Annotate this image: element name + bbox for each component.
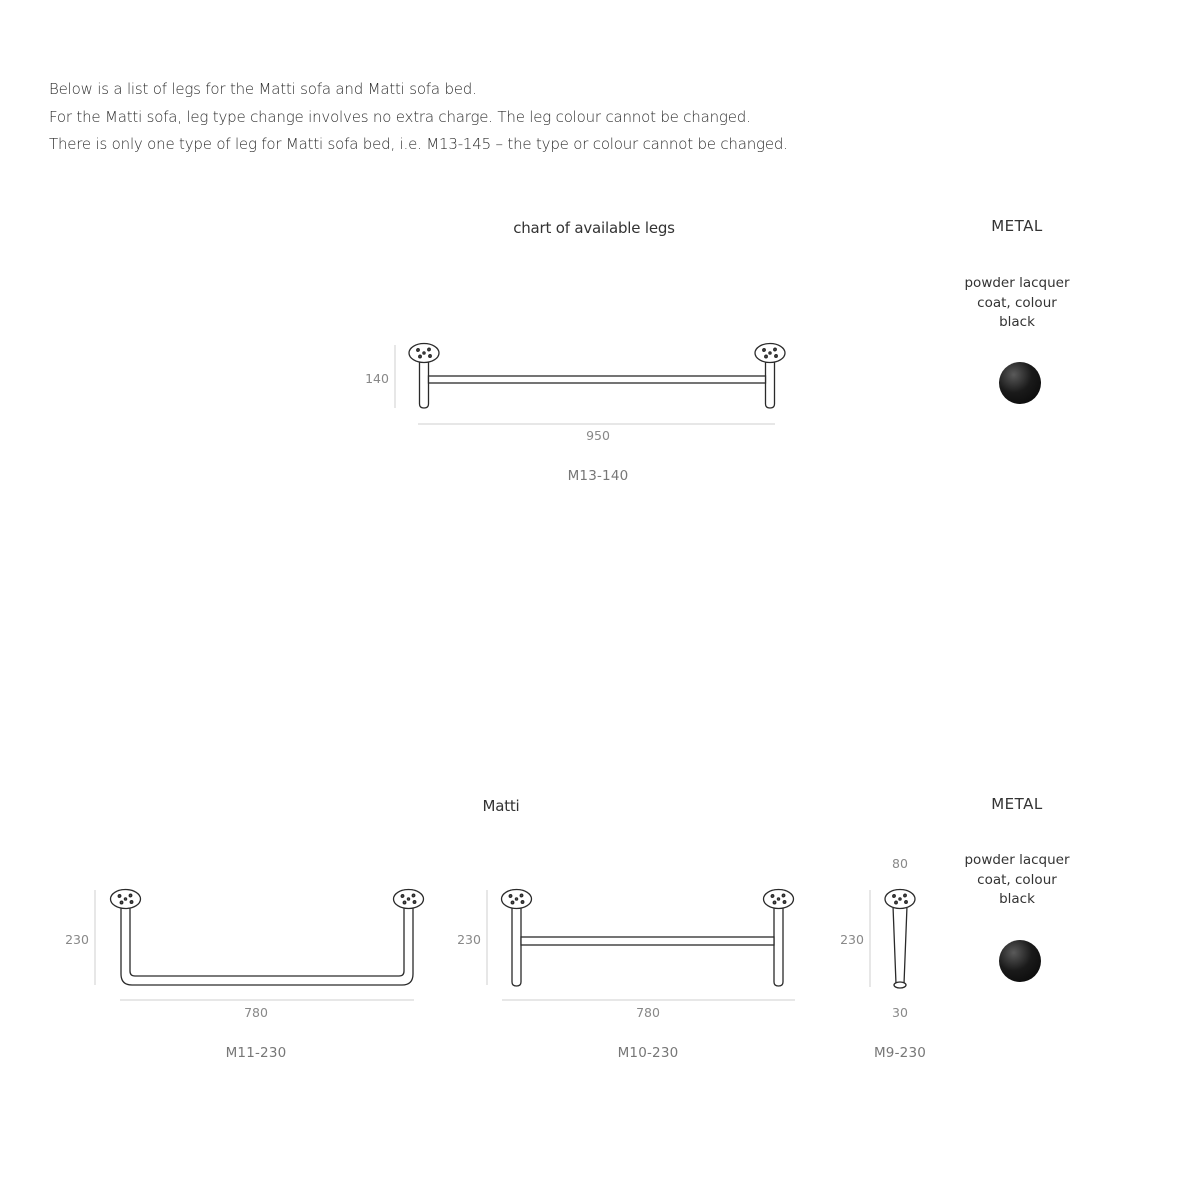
m11-leg-drawing — [111, 890, 424, 986]
m13-dimension-lines — [395, 345, 775, 424]
m13-height-label: 140 — [365, 371, 389, 386]
m13-width-label: 950 — [586, 428, 610, 443]
finish-line-2: coat, colour — [977, 871, 1057, 888]
section1-heading: chart of available legs — [513, 219, 675, 237]
intro-line-2: For the Matti sofa, leg type change involves no extra charge. The leg colour cannot be changed. — [49, 107, 751, 126]
m10-leg-drawing — [502, 890, 794, 987]
finish-line-1: powder lacquer — [964, 852, 1070, 868]
intro-line-1: Below is a list of legs for the Matti sofa and Matti sofa bed. — [49, 80, 477, 98]
finish-line-3: black — [999, 314, 1035, 330]
m13-leg-drawing — [409, 344, 785, 409]
section2-material: METAL — [991, 795, 1043, 813]
m9-leg-drawing — [885, 890, 915, 989]
m11-width-label: 780 — [244, 1005, 268, 1020]
m9-code-label: M9-230 — [873, 1045, 927, 1061]
m11-dimension-lines — [95, 890, 414, 1000]
m11-height-label: 230 — [65, 932, 89, 947]
m9-top-label: 80 — [892, 856, 908, 871]
m11-code-label: M11-230 — [225, 1045, 287, 1061]
finish-line-2: coat, colour — [977, 294, 1057, 311]
m10-width-label: 780 — [636, 1005, 660, 1020]
m13-code-label: M13-140 — [567, 468, 629, 484]
m9-bottom-label: 30 — [892, 1005, 908, 1020]
intro-line-3: There is only one type of leg for Matti sofa bed, i.e. M13-145 – the type or colour cannot be changed. — [49, 135, 788, 153]
finish-line-3: black — [999, 891, 1035, 907]
m9-height-label: 230 — [840, 932, 864, 947]
section1-material: METAL — [991, 217, 1043, 235]
m10-code-label: M10-230 — [617, 1045, 679, 1061]
finish-line-1: powder lacquer — [964, 275, 1070, 291]
m10-height-label: 230 — [457, 932, 481, 947]
section2-heading: Matti — [482, 797, 520, 815]
